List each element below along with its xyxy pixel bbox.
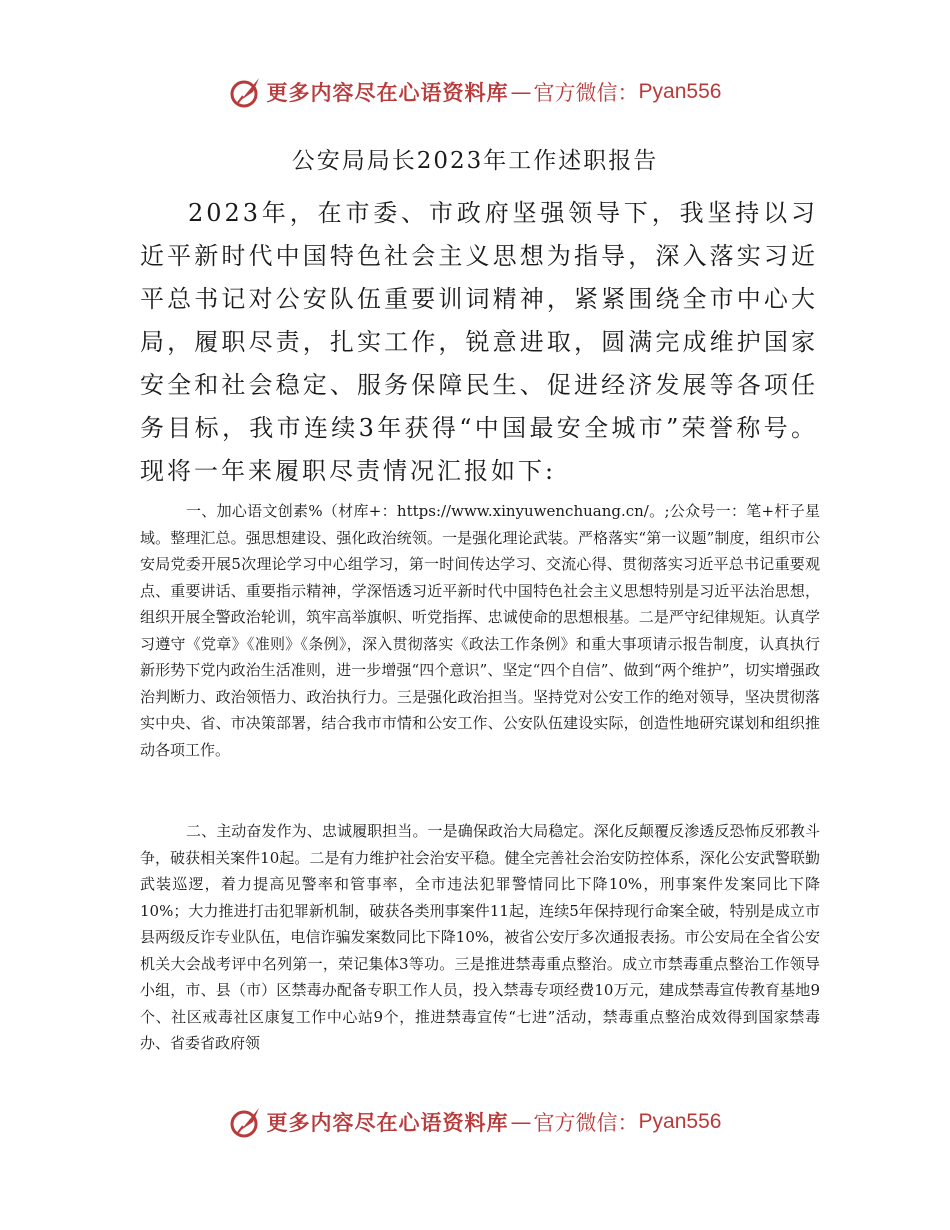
quill-logo-icon: [229, 74, 263, 110]
banner-wechat-id: Pyan556: [638, 1110, 722, 1133]
quill-logo-icon: [229, 1104, 263, 1140]
intro-paragraph: 2023年，在市委、市政府坚强领导下，我坚持以习近平新时代中国特色社会主义思想为指导，深入落实习近平总书记对公安队伍重要训词精神，紧紧围绕全市中心大局，履职尽责，扎实工作，锐意进取，圆满完成维护国家安全和社会稳定、服务保障民生、促进经济发展等各项任务目标，我市连续3年获得“中国最安全城市”荣誉称号。现将一年来履职尽责情况汇报如下:: [140, 199, 818, 485]
banner-slogan: 更多内容尽在心语资料库: [266, 1111, 509, 1135]
banner-wechat-label: 官方微信：: [533, 81, 639, 105]
section-one-paragraph: 一、加心语文创素%（材库+：https://www.xinyuwenchuang.cn/。;公众号一：笔+杆子星域。整理汇总。强思想建设、强化政治统领。一是强化理论武装。严格落实“第一议题”制度，组织市公安局党委开展5次理论学习中心组学习，第一时间传达学习、交流心得、贯彻落实习近平总书记重要观点、重要讲话、重要指示精神，学深悟透习近平新时代中国特色社会主义思想特别是习近平法治思想，组织开展全警政治轮训，筑牢高举旗帜、听党指挥、忠诚使命的思想根基。二是严守纪律规矩。认真学习遵守《党章》《准则》《条例》，深入贯彻落实《政法工作条例》和重大事项请示报告制度，认真执行新形势下党内政治生活准则，进一步增强“四个意识”、坚定“四个自信”、做到“两个维护”，切实增强政治判断力、政治领悟力、政治执行力。三是强化政治担当。坚持党对公安工作的绝对领导，坚决贯彻落实中央、省、市决策部署，结合我市市情和公安工作、公安队伍建设实际，创造性地研究谋划和组织推动各项工作。: [140, 502, 820, 759]
banner-separator: —: [510, 1110, 532, 1134]
document-title: 公安局局长2023年工作述职报告: [291, 148, 659, 174]
banner-slogan: 更多内容尽在心语资料库: [266, 81, 509, 105]
header-watermark-banner: [0, 70, 950, 114]
banner-separator: —: [510, 80, 532, 104]
banner-wechat-label: 官方微信：: [533, 1111, 639, 1135]
footer-watermark-banner: [0, 1100, 950, 1144]
banner-wechat-id: Pyan556: [638, 80, 722, 103]
section-two-paragraph: 二、主动奋发作为、忠诚履职担当。一是确保政治大局稳定。深化反颠覆反渗透反恐怖反邪教斗争，破获相关案件10起。二是有力维护社会治安平稳。健全完善社会治安防控体系，深化公安武警联勤武装巡逻，着力提高见警率和管事率，全市违法犯罪警情同比下降10%，刑事案件发案同比下降10%；大力推进打击犯罪新机制，破获各类刑事案件11起，连续5年保持现行命案全破，特别是成立市县两级反诈专业队伍，电信诈骗发案数同比下降10%，被省公安厅多次通报表扬。市公安局在全省公安机关大会战考评中名列第一，荣记集体3等功。三是推进禁毒重点整治。成立市禁毒重点整治工作领导小组，市、县（市）区禁毒办配备专职工作人员，投入禁毒专项经费10万元，建成禁毒宣传教育基地9个、社区戒毒社区康复工作中心站9个，推进禁毒宣传“七进”活动，禁毒重点整治成效得到国家禁毒办、省委省政府领: [140, 822, 820, 1052]
